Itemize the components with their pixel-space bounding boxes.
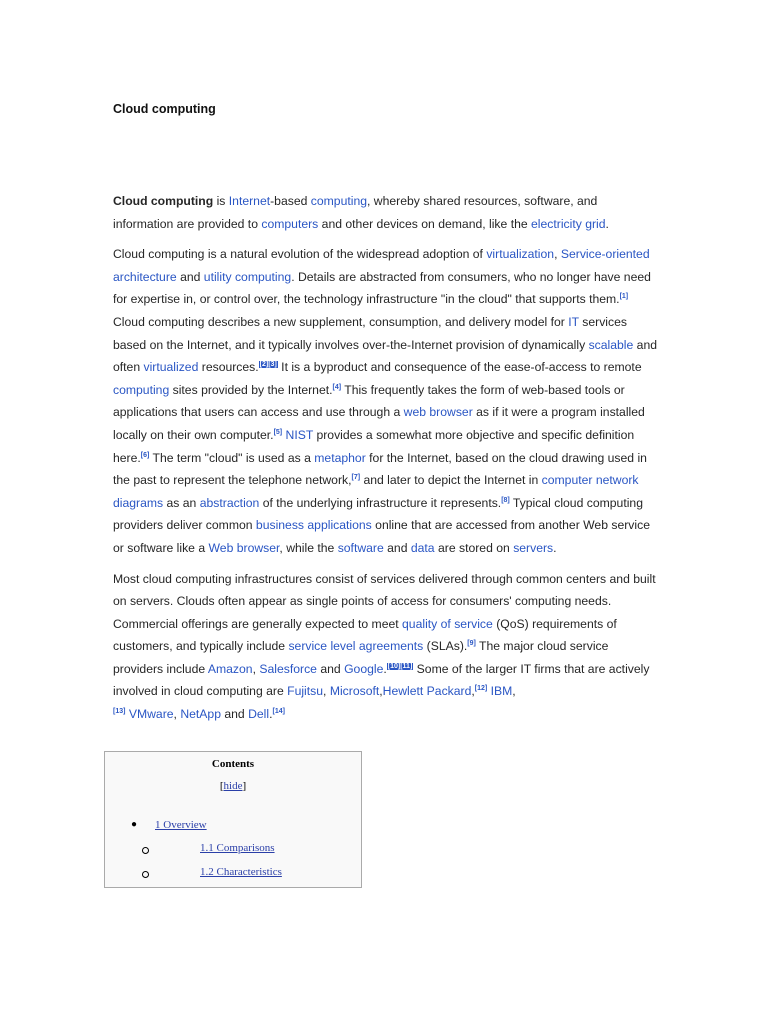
toc-hide-link[interactable]: hide — [223, 780, 243, 792]
text: services based on the Internet, and it typically involves over-the-Internet provision of dynamically — [113, 314, 627, 352]
link-web-browser-2[interactable]: Web browser — [208, 540, 280, 555]
link-ibm[interactable]: IBM — [490, 684, 513, 699]
citation-1[interactable]: [1] — [619, 293, 629, 301]
link-quality-of-service[interactable]: quality of service — [402, 616, 493, 631]
text: for the Internet, based on the cloud drawing used in the past to represent the telephone network, — [113, 450, 647, 488]
link-it[interactable]: IT — [568, 314, 579, 329]
citation-6[interactable]: [6] — [140, 451, 150, 459]
link-fujitsu[interactable]: Fujitsu — [287, 684, 324, 699]
text: . — [553, 540, 557, 555]
text: , whereby shared resources, software, and information are provided to — [113, 194, 598, 231]
link-scalable[interactable]: scalable — [588, 337, 634, 352]
text: Cloud computing describes a new supplement, consumption, and delivery model for — [113, 314, 569, 329]
link-amazon[interactable]: Amazon — [207, 661, 253, 676]
link-servers[interactable]: servers — [513, 540, 554, 555]
toc-link-overview[interactable]: 1 Overview — [155, 819, 207, 831]
citation-10-11[interactable]: [10][11] — [387, 662, 413, 670]
text: . Details are abstracted from consumers, who no longer have need for expertise in, or control over, the technology infrastructure "in the cloud" that supports them. — [113, 269, 651, 307]
toc-bracket-close: ] — [242, 780, 247, 792]
link-business-applications[interactable]: business applications — [255, 518, 372, 533]
citation-7[interactable]: [7] — [351, 474, 361, 482]
text: and other devices on demand, like the — [318, 216, 532, 231]
text: (SLAs). — [423, 639, 468, 654]
toc-link-characteristics[interactable]: 1.2 Characteristics — [200, 866, 282, 878]
text: , while the — [279, 540, 338, 555]
toc-item[interactable] — [200, 842, 275, 854]
text: This frequently takes the form of web-based tools or applications that users can access and use through a — [113, 382, 625, 420]
text: and — [316, 661, 345, 676]
link-computing-sites[interactable]: computing — [113, 382, 170, 397]
text: (QoS) requirements of customers, and typically include — [113, 616, 617, 654]
link-vmware[interactable]: VMware — [128, 707, 174, 722]
text: and later to depict the Internet in — [360, 473, 542, 488]
link-hewlett-packard[interactable]: Hewlett Packard — [382, 684, 472, 699]
link-service-level-agreements[interactable]: service level agreements — [288, 639, 424, 654]
text: It is a byproduct and consequence of the ease-of-access to remote — [277, 360, 642, 375]
table-of-contents — [104, 751, 362, 888]
text: , — [471, 684, 475, 699]
text: Typical cloud computing providers deliver common — [113, 495, 643, 533]
text: and — [383, 540, 411, 555]
link-dell[interactable]: Dell — [248, 707, 270, 722]
paragraph-intro — [113, 190, 658, 235]
link-computer-network-diagrams[interactable]: computer network diagrams — [113, 473, 639, 510]
text: The major cloud service providers include — [113, 639, 609, 676]
text: online that are accessed from another Web service or software like a — [113, 518, 650, 555]
toc-title: Contents — [211, 758, 255, 770]
link-computing[interactable]: computing — [310, 194, 368, 208]
citation-4[interactable]: [4] — [332, 383, 342, 391]
text: as an — [163, 495, 200, 510]
text: , — [252, 661, 260, 676]
link-internet[interactable]: Internet — [228, 194, 271, 208]
link-service-oriented-architecture[interactable]: Service-oriented architecture — [113, 247, 650, 284]
text: resources. — [198, 360, 259, 375]
citation-2-3[interactable]: [2][3] — [259, 361, 277, 369]
citation-9[interactable]: [9] — [467, 640, 476, 648]
link-virtualization[interactable]: virtualization — [486, 247, 555, 262]
link-utility-computing[interactable]: utility computing — [203, 269, 292, 284]
link-virtualized[interactable]: virtualized — [143, 360, 199, 375]
text: , — [173, 707, 181, 722]
link-software[interactable]: software — [337, 540, 384, 555]
text: , — [379, 684, 383, 699]
link-salesforce[interactable]: Salesforce — [259, 661, 317, 676]
text: are stored on — [434, 540, 514, 555]
bullet-circle-icon — [142, 871, 149, 878]
lead-term: Cloud computing — [113, 194, 214, 208]
toc-link-comparisons[interactable]: 1.1 Comparisons — [200, 842, 275, 854]
paragraph-infrastructure — [113, 568, 658, 726]
link-web-browser[interactable]: web browser — [403, 405, 473, 420]
toc-bracket-open: [ — [219, 780, 224, 792]
text: . — [269, 707, 273, 722]
bullet-circle-icon — [142, 847, 149, 854]
citation-12[interactable]: [12] — [474, 685, 488, 693]
text: Most cloud computing infrastructures consist of services delivered through common centers and built on servers. Clouds often appear as single points of access for consumers' computing needs. Commercial offerings are generally expected to meet — [113, 571, 656, 631]
link-abstraction[interactable]: abstraction — [199, 495, 260, 510]
link-data[interactable]: data — [410, 540, 435, 555]
text: as if it were a program installed locally on their own computer. — [113, 405, 645, 442]
link-nist[interactable]: NIST — [285, 427, 314, 442]
text: The term "cloud" is used as a — [149, 450, 315, 465]
text: Cloud computing is a natural evolution of the widespread adoption of — [113, 247, 487, 262]
toc-toggle — [105, 780, 361, 792]
bullet-disc-icon: ● — [131, 819, 138, 830]
text: , — [554, 247, 561, 262]
text: , — [323, 684, 330, 699]
text: and often — [113, 337, 658, 375]
text: -based — [270, 194, 311, 208]
link-netapp[interactable]: NetApp — [180, 707, 221, 722]
link-metaphor[interactable]: metaphor — [314, 450, 366, 465]
link-electricity-grid[interactable]: electricity grid — [531, 216, 606, 231]
text: and — [220, 707, 249, 722]
text: , — [512, 684, 516, 699]
toc-item[interactable] — [155, 819, 207, 831]
link-google[interactable]: Google — [344, 661, 384, 676]
text: and — [176, 269, 204, 284]
text: Some of the larger IT firms that are actively involved in cloud computing are — [113, 661, 650, 699]
page-title: Cloud computing — [113, 102, 216, 116]
link-computers[interactable]: computers — [261, 216, 319, 231]
text: . — [605, 216, 609, 231]
link-microsoft[interactable]: Microsoft — [329, 684, 380, 699]
text: is — [213, 194, 229, 208]
text: of the underlying infrastructure it represents. — [259, 495, 502, 510]
citation-5[interactable]: [5] — [273, 428, 283, 436]
text: provides a somewhat more objective and specific definition here. — [113, 427, 635, 465]
text: . — [383, 661, 387, 676]
text: sites provided by the Internet. — [169, 382, 333, 397]
citation-14[interactable]: [14] — [272, 708, 285, 716]
paragraph-evolution — [113, 243, 658, 559]
article-body — [113, 190, 658, 734]
toc-item[interactable] — [200, 866, 282, 878]
citation-13[interactable]: [13] — [113, 708, 126, 716]
citation-8[interactable]: [8] — [501, 496, 510, 504]
